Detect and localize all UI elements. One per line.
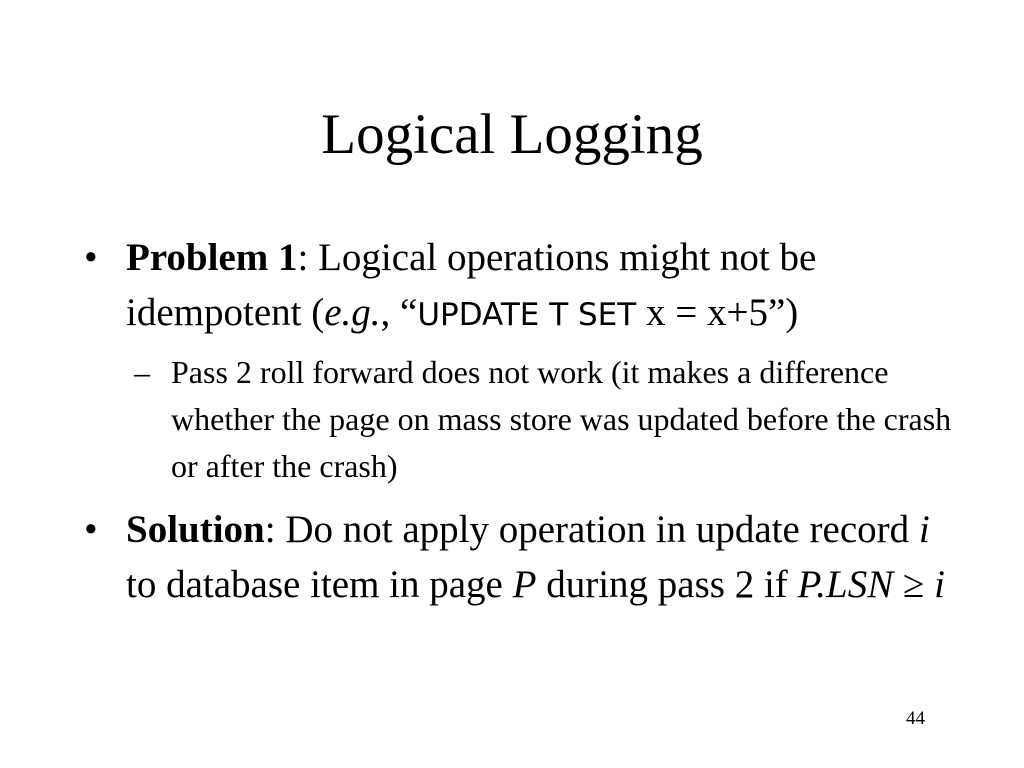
sub-bullet-pass-2	[134, 349, 964, 490]
solution-text-c: during pass 2 if	[536, 563, 798, 606]
bullet-icon: •	[84, 508, 98, 551]
sub-bullet-text: Pass 2 roll forward does not work (it makes a difference whether the page on mass store was updated before the crash or after the crash)	[171, 354, 952, 484]
expr-rhs: i	[934, 563, 946, 606]
var-i: i	[918, 508, 930, 551]
bullet-solution	[84, 502, 964, 612]
solution-label: Solution	[126, 508, 265, 551]
problem-text-b: , “	[380, 291, 418, 334]
problem-label: Problem 1	[126, 236, 298, 279]
problem-text-c: x = x+5”)	[636, 291, 799, 334]
sql-code-text: UPDATE T SET	[417, 297, 637, 333]
dash-icon: –	[134, 354, 150, 390]
expr-op: ≥	[893, 563, 935, 606]
slide-body	[84, 230, 964, 620]
problem-text-a: : Logical operations might not be idempotent (	[126, 236, 817, 334]
solution-text-b: to database item in page	[126, 563, 513, 606]
bullet-problem-1	[84, 230, 964, 343]
slide-title: Logical Logging	[321, 103, 703, 166]
solution-text-a: : Do not apply operation in update record	[264, 508, 919, 551]
page-number: 44	[906, 708, 925, 729]
eg-text: e.g.	[324, 291, 381, 334]
var-p: P	[512, 563, 537, 606]
expr-lhs: P.LSN	[797, 563, 894, 606]
bullet-icon: •	[84, 236, 98, 279]
